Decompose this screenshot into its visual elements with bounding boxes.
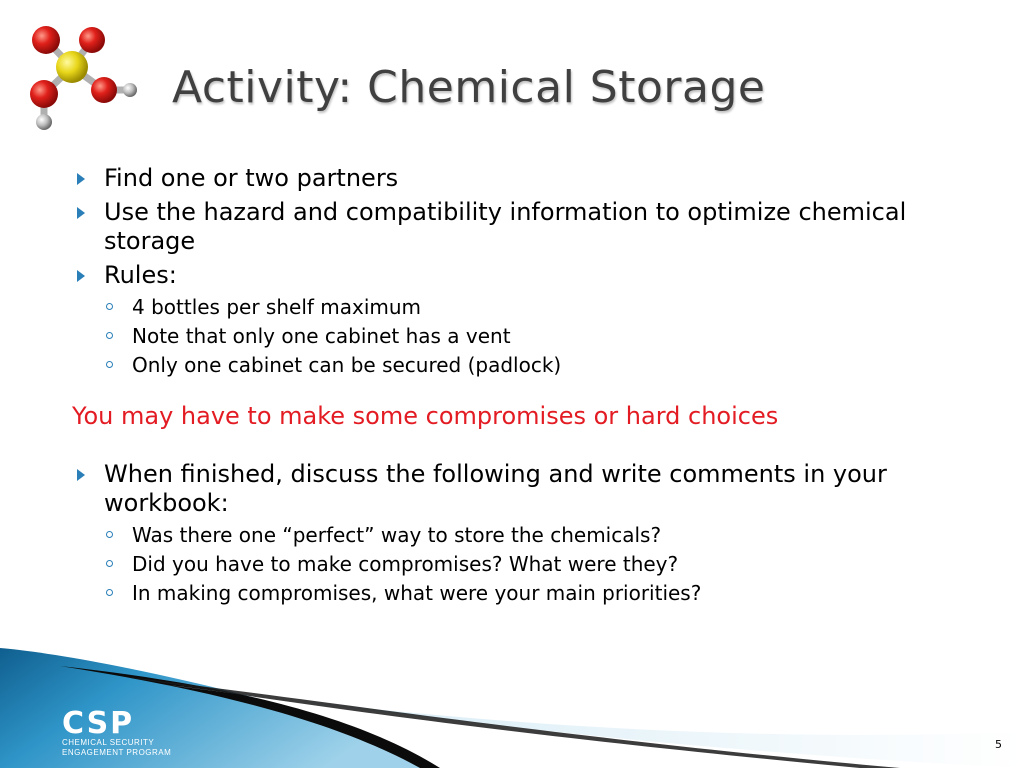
slide-content bbox=[72, 164, 972, 610]
circle-bullet-icon bbox=[106, 303, 113, 310]
sub-bullet-text: Only one cabinet can be secured (padlock) bbox=[132, 353, 562, 377]
emphasis-note: You may have to make some compromises or hard choices bbox=[72, 402, 779, 430]
sub-bullet-item bbox=[72, 581, 972, 606]
csp-logo-line1: CHEMICAL SECURITY bbox=[62, 738, 155, 747]
page-number: 5 bbox=[995, 738, 1002, 751]
sub-bullet-item bbox=[72, 324, 972, 349]
sub-bullet-item bbox=[72, 295, 972, 320]
bullet-text: Use the hazard and compatibility information to optimize chemical storage bbox=[104, 198, 907, 255]
slide-title: Activity: Chemical Storage bbox=[172, 62, 766, 113]
circle-bullet-icon bbox=[106, 332, 113, 339]
sub-bullet-text: Did you have to make compromises? What were they? bbox=[132, 552, 679, 576]
sub-bullet-text: 4 bottles per shelf maximum bbox=[132, 295, 422, 319]
triangle-bullet-icon bbox=[77, 207, 85, 219]
bullet-text: When finished, discuss the following and write comments in your workbook: bbox=[104, 460, 887, 517]
bullet-text: Find one or two partners bbox=[104, 164, 399, 192]
csp-logo-line2: ENGAGEMENT PROGRAM bbox=[62, 748, 172, 757]
sub-bullet-text: In making compromises, what were your main priorities? bbox=[132, 581, 702, 605]
sub-bullet-text: Note that only one cabinet has a vent bbox=[132, 324, 511, 348]
triangle-bullet-icon bbox=[77, 270, 85, 282]
circle-bullet-icon bbox=[106, 361, 113, 368]
bullet-item bbox=[72, 460, 972, 518]
molecule-icon bbox=[22, 22, 146, 134]
csp-logo-text: CSP bbox=[62, 706, 135, 741]
bullet-text: Rules: bbox=[104, 261, 177, 289]
sub-bullet-item bbox=[72, 353, 972, 378]
sub-bullet-item bbox=[72, 552, 972, 577]
triangle-bullet-icon bbox=[77, 173, 85, 185]
sub-bullet-text: Was there one “perfect” way to store the chemicals? bbox=[132, 523, 662, 547]
sub-bullet-item bbox=[72, 523, 972, 548]
circle-bullet-icon bbox=[106, 531, 113, 538]
bullet-item bbox=[72, 198, 972, 256]
bullet-item bbox=[72, 261, 972, 290]
triangle-bullet-icon bbox=[77, 469, 85, 481]
circle-bullet-icon bbox=[106, 589, 113, 596]
circle-bullet-icon bbox=[106, 560, 113, 567]
bullet-item bbox=[72, 164, 972, 193]
